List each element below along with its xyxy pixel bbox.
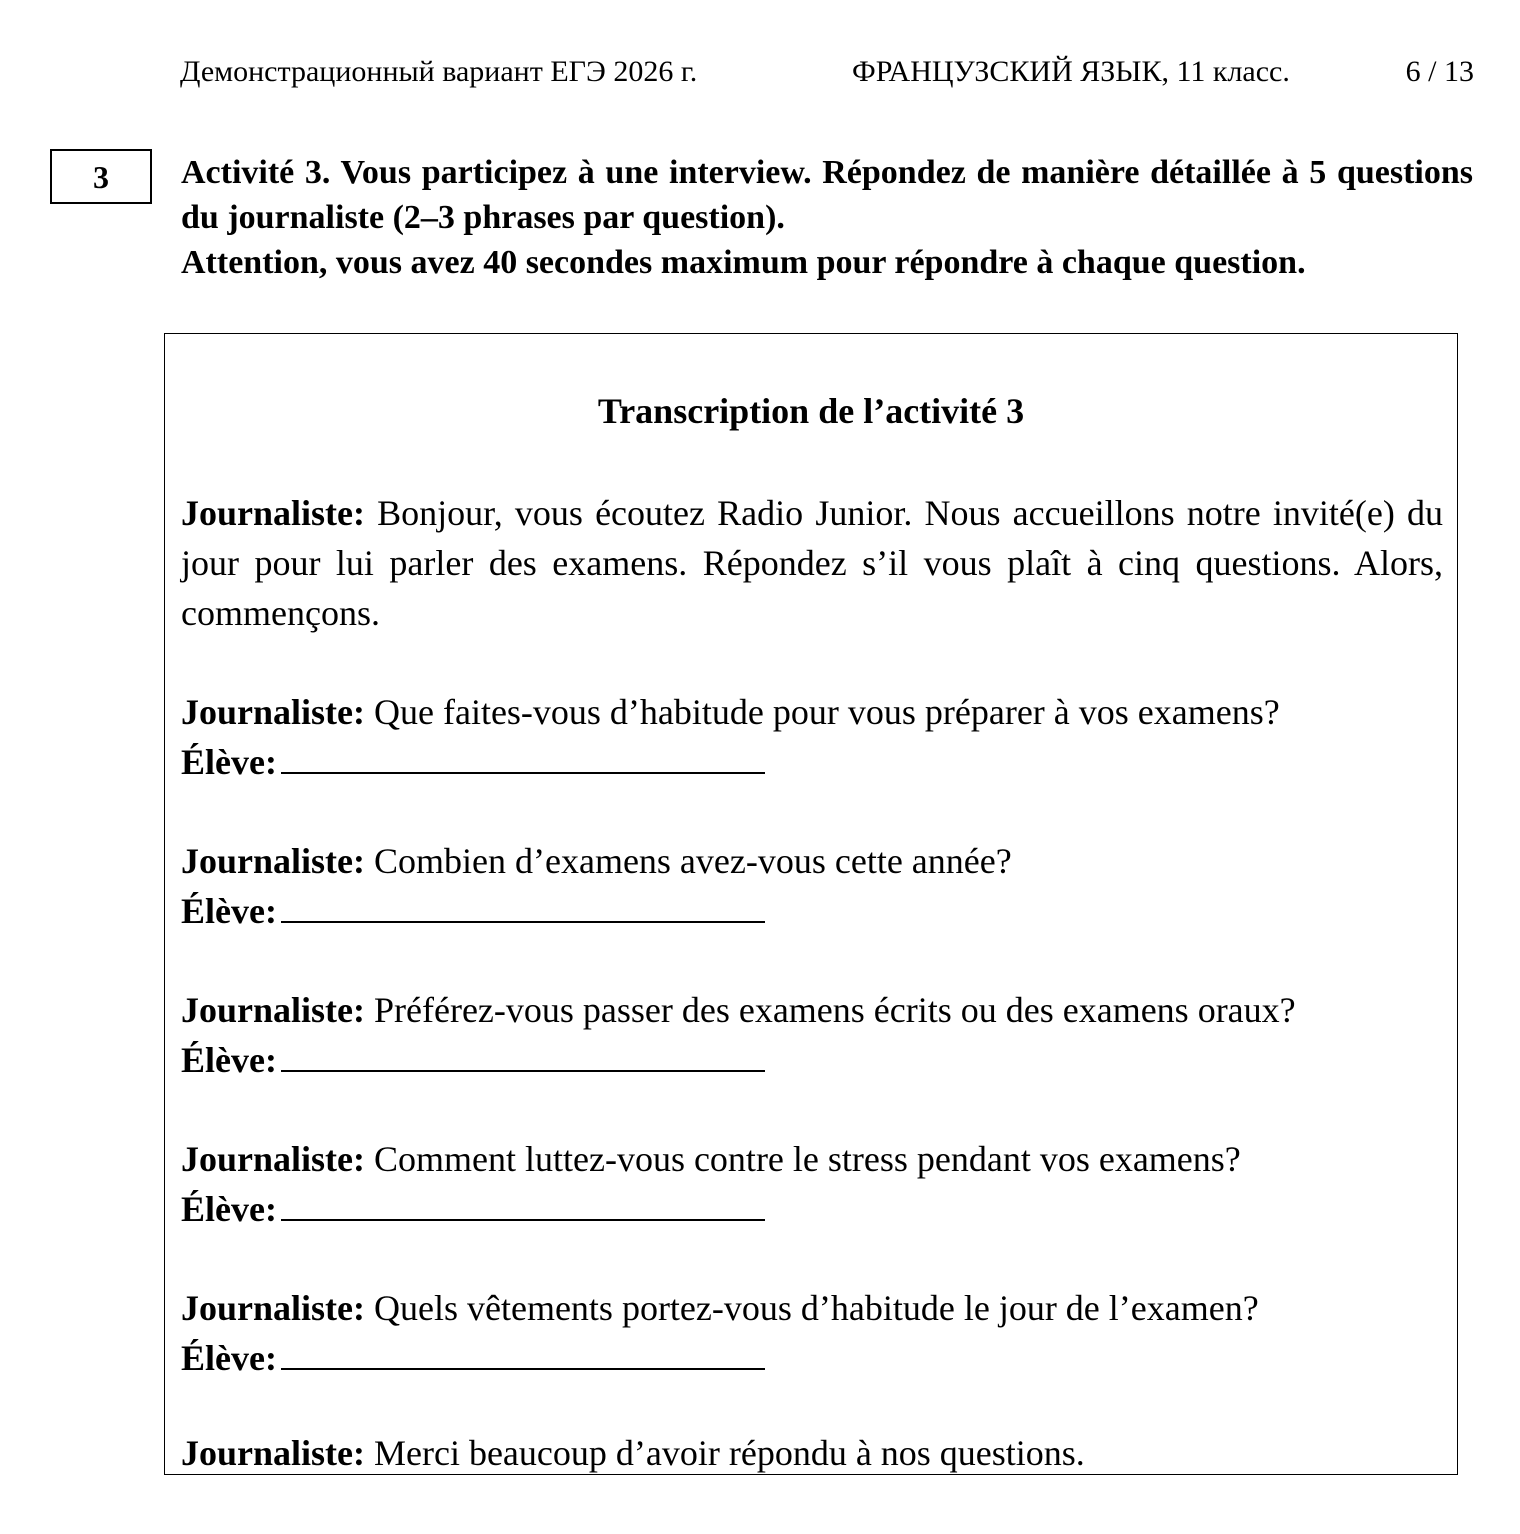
answer-blank[interactable] — [281, 1338, 765, 1370]
intro-text: Bonjour, vous écoutez Radio Junior. Nous accueillons notre invité(e) du jour pour lui parler des examens. Répondez s’il vous plaît à cinq questions. Alors, commençons. — [181, 493, 1444, 633]
instruction-attention: Attention, vous avez 40 secondes maximum pour répondre à chaque question. — [181, 244, 1306, 281]
speaker-label-journalist: Journaliste: — [181, 1139, 365, 1179]
student-answer-line — [181, 1035, 1443, 1085]
student-answer-line — [181, 737, 1443, 787]
speaker-label-journalist: Journaliste: — [181, 841, 365, 881]
speaker-label-student: Élève: — [181, 1040, 277, 1080]
speaker-label-student: Élève: — [181, 1338, 277, 1378]
student-answer-line — [181, 1333, 1443, 1383]
speaker-label-student: Élève: — [181, 742, 277, 782]
journalist-question — [181, 985, 1443, 1035]
transcript-title: Transcription de l’activité 3 — [597, 391, 1025, 431]
qa-block-4 — [181, 1134, 1443, 1234]
answer-blank[interactable] — [281, 1189, 765, 1221]
answer-blank[interactable] — [281, 1040, 765, 1072]
question-text: Que faites-vous d’habitude pour vous préparer à vos examens? — [374, 692, 1280, 732]
speaker-label-student: Élève: — [181, 1189, 277, 1229]
header-exam-title: Демонстрационный вариант ЕГЭ 2026 г. — [180, 55, 698, 88]
journalist-question — [181, 687, 1443, 737]
speaker-label-journalist: Journaliste: — [181, 692, 365, 732]
question-text: Préférez-vous passer des examens écrits ou des examens oraux? — [374, 990, 1296, 1030]
speaker-label-journalist: Journaliste: — [181, 1433, 365, 1473]
page-header — [180, 50, 1474, 94]
header-subject: ФРАНЦУЗСКИЙ ЯЗЫК, 11 класс. — [852, 55, 1290, 88]
closing-text: Merci beaucoup d’avoir répondu à nos questions. — [374, 1433, 1085, 1473]
question-text: Comment luttez-vous contre le stress pendant vos examens? — [374, 1139, 1241, 1179]
page-number: 6 / 13 — [1405, 55, 1474, 88]
speaker-label-student: Élève: — [181, 891, 277, 931]
qa-block-5 — [181, 1283, 1443, 1383]
speaker-label-journalist: Journaliste: — [181, 1288, 365, 1328]
question-text: Combien d’examens avez-vous cette année? — [374, 841, 1012, 881]
qa-block-2 — [181, 836, 1443, 936]
task-instruction — [181, 150, 1473, 285]
speaker-label-journalist: Journaliste: — [181, 493, 365, 533]
question-text: Quels vêtements portez-vous d’habitude le jour de l’examen? — [374, 1288, 1259, 1328]
answer-blank[interactable] — [281, 742, 765, 774]
speaker-label-journalist: Journaliste: — [181, 990, 365, 1030]
journalist-question — [181, 1283, 1443, 1333]
student-answer-line — [181, 886, 1443, 936]
journalist-closing — [181, 1428, 1443, 1478]
journalist-question — [181, 836, 1443, 886]
student-answer-line — [181, 1184, 1443, 1234]
task-number: 3 — [50, 149, 152, 204]
qa-block-1 — [181, 687, 1443, 787]
instruction-text: Activité 3. Vous participez à une interview. Répondez de manière détaillée à 5 questions du journaliste (2–3 phrases par question). — [181, 154, 1473, 236]
journalist-question — [181, 1134, 1443, 1184]
qa-block-3 — [181, 985, 1443, 1085]
answer-blank[interactable] — [281, 891, 765, 923]
journalist-intro — [181, 488, 1443, 638]
